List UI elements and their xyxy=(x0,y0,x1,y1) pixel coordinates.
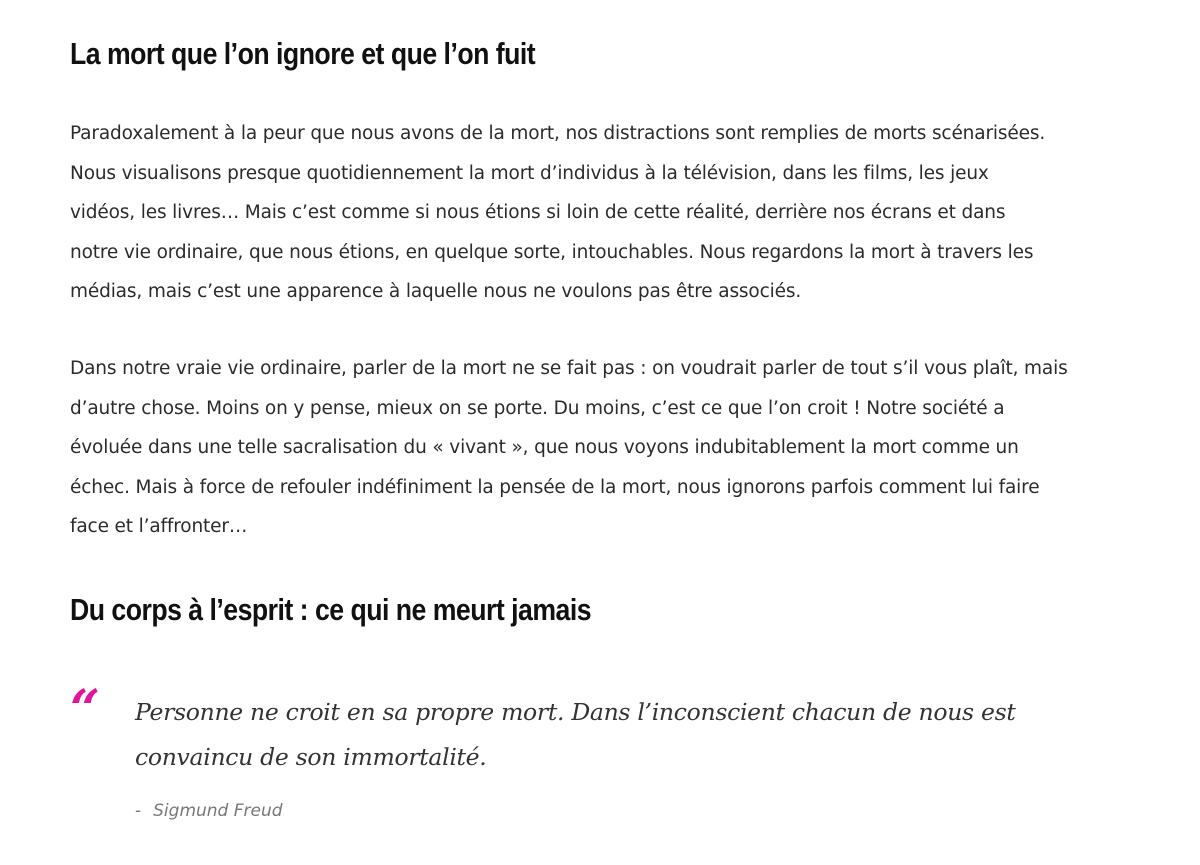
section-heading-death-ignored: La mort que l’on ignore et que l’on fuit xyxy=(70,36,536,71)
paragraph-line: face et l’affronter… xyxy=(70,516,248,538)
quote-mark-icon: “ xyxy=(70,679,100,740)
blockquote-freud xyxy=(135,690,1016,780)
paragraph-line: Paradoxalement à la peur que nous avons de la mort, nos distractions sont remplies de morts scénarisées. xyxy=(70,123,1046,144)
quote-line: Personne ne croit en sa propre mort. Dans l’inconscient chacun de nous est xyxy=(135,698,1016,726)
paragraph-distractions xyxy=(70,114,1120,312)
attribution-dash: - xyxy=(135,801,142,821)
paragraph-line: Dans notre vraie vie ordinaire, parler de la mort ne se fait pas : on voudrait parler de tout s’il vous plaît, mais xyxy=(70,358,1068,379)
quote-attribution xyxy=(135,800,283,822)
quote-line: convaincu de son immortalité. xyxy=(135,743,487,771)
quote-author: Sigmund Freud xyxy=(153,801,283,821)
paragraph-line: évoluée dans une telle sacralisation du « vivant », que nous voyons indubitablement la mort comme un xyxy=(70,437,1019,459)
paragraph-line: notre vie ordinaire, que nous étions, en quelque sorte, intouchables. Nous regardons la mort à travers les xyxy=(70,241,1034,263)
paragraph-line: Nous visualisons presque quotidiennement la mort d’individus à la télévision, dans les films, les jeux xyxy=(70,162,989,184)
paragraph-line: vidéos, les livres… Mais c’est comme si nous étions si loin de cette réalité, derrière nos écrans et dans xyxy=(70,202,1006,224)
paragraph-line: échec. Mais à force de refouler indéfiniment la pensée de la mort, nous ignorons parfois comment lui faire xyxy=(70,476,1040,498)
paragraph-line: médias, mais c’est une apparence à laquelle nous ne voulons pas être associés. xyxy=(70,281,802,303)
paragraph-ordinary-life xyxy=(70,349,1120,547)
section-heading-body-to-mind: Du corps à l’esprit : ce qui ne meurt jamais xyxy=(70,592,592,627)
paragraph-line: d’autre chose. Moins on y pense, mieux on se porte. Du moins, c’est ce que l’on croit ! Notre société a xyxy=(70,397,1005,419)
